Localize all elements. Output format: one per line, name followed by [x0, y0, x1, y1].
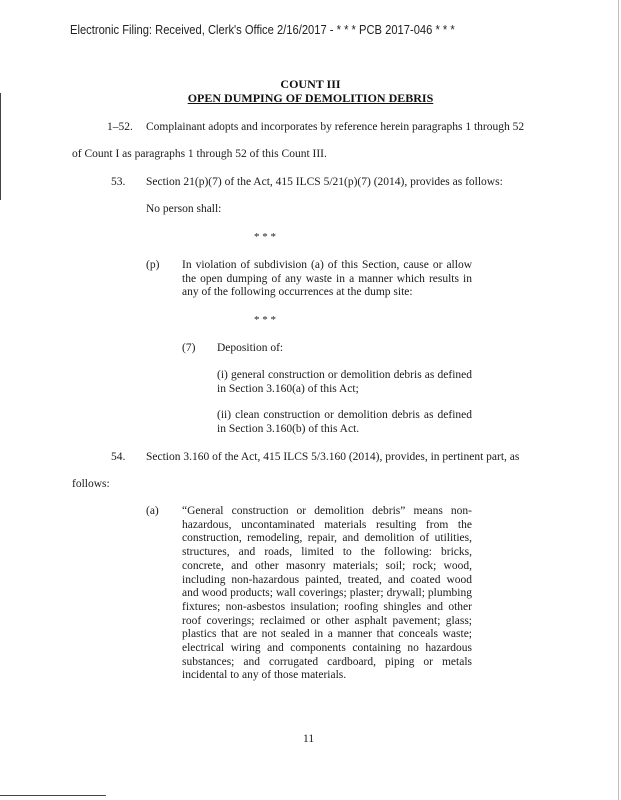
sub-7-text: Deposition of: — [217, 342, 284, 354]
para-54-line2: follows: — [72, 478, 110, 490]
para-number-54: 54. — [111, 451, 126, 463]
para-number-1-52: 1–52. — [107, 121, 133, 133]
para-1-52-line2: of Count I as paragraphs 1 through 52 of this Count III. — [72, 148, 327, 160]
filing-stamp: Electronic Filing: Received, Clerk's Office 2/16/2017 - * * * PCB 2017-046 * * * — [70, 22, 455, 37]
count-title: COUNT III — [280, 77, 341, 91]
para-number-53: 53. — [111, 176, 126, 188]
para-1-52-line1: Complainant adopts and incorporates by reference herein paragraphs 1 through 52 — [146, 121, 525, 133]
footer-rule — [0, 795, 106, 796]
scan-margin-mark — [0, 93, 1, 200]
page-number: 11 — [303, 733, 315, 745]
sub-p-label: (p) — [146, 259, 160, 271]
ellipsis-stars-1: * * * — [254, 231, 276, 243]
ellipsis-stars-2: * * * — [254, 314, 276, 326]
sub-7-label: (7) — [182, 342, 196, 354]
item-ii-text: (ii) clean construction or demolition debris as defined in Section 3.160(b) of this Act. — [217, 409, 472, 435]
sub-a-label: (a) — [146, 505, 159, 517]
sub-p-text: In violation of subdivision (a) of this Section, cause or allow the open dumping of any waste in a manner which results in any of the following occurrences at the dump site: — [182, 259, 472, 299]
count-subtitle: OPEN DUMPING OF DEMOLITION DEBRIS — [187, 91, 434, 105]
sub-a-text: “General construction or demolition debris” means non-hazardous, uncontaminated materials resulting from the construction, remodeling, repair, and demolition of utilities, structures, and roads, limited to the following: bricks, concrete, and other masonry materials; soil; rock; wood, including non-hazardous painted, treated, and coated wood and wood products; wall coverings; plaster; drywall; plumbing fixtures; non-asbestos insulation; roofing shingles and other roof coverings; reclaimed or other asphalt pavement; glass; plastics that are not sealed in a manner that conceals waste; electrical wiring and components containing no hazardous substances; and corrugated cardboard, piping or metals incidental to any of those materials. — [182, 505, 472, 682]
para-54-line1: Section 3.160 of the Act, 415 ILCS 5/3.160 (2014), provides, in pertinent part, as — [146, 451, 520, 463]
scan-edge-line — [618, 0, 619, 800]
item-i-text: (i) general construction or demolition debris as defined in Section 3.160(a) of this Act; — [217, 369, 472, 395]
para-53-intro: No person shall: — [146, 203, 222, 215]
para-53-text: Section 21(p)(7) of the Act, 415 ILCS 5/21(p)(7) (2014), provides as follows: — [146, 176, 503, 188]
